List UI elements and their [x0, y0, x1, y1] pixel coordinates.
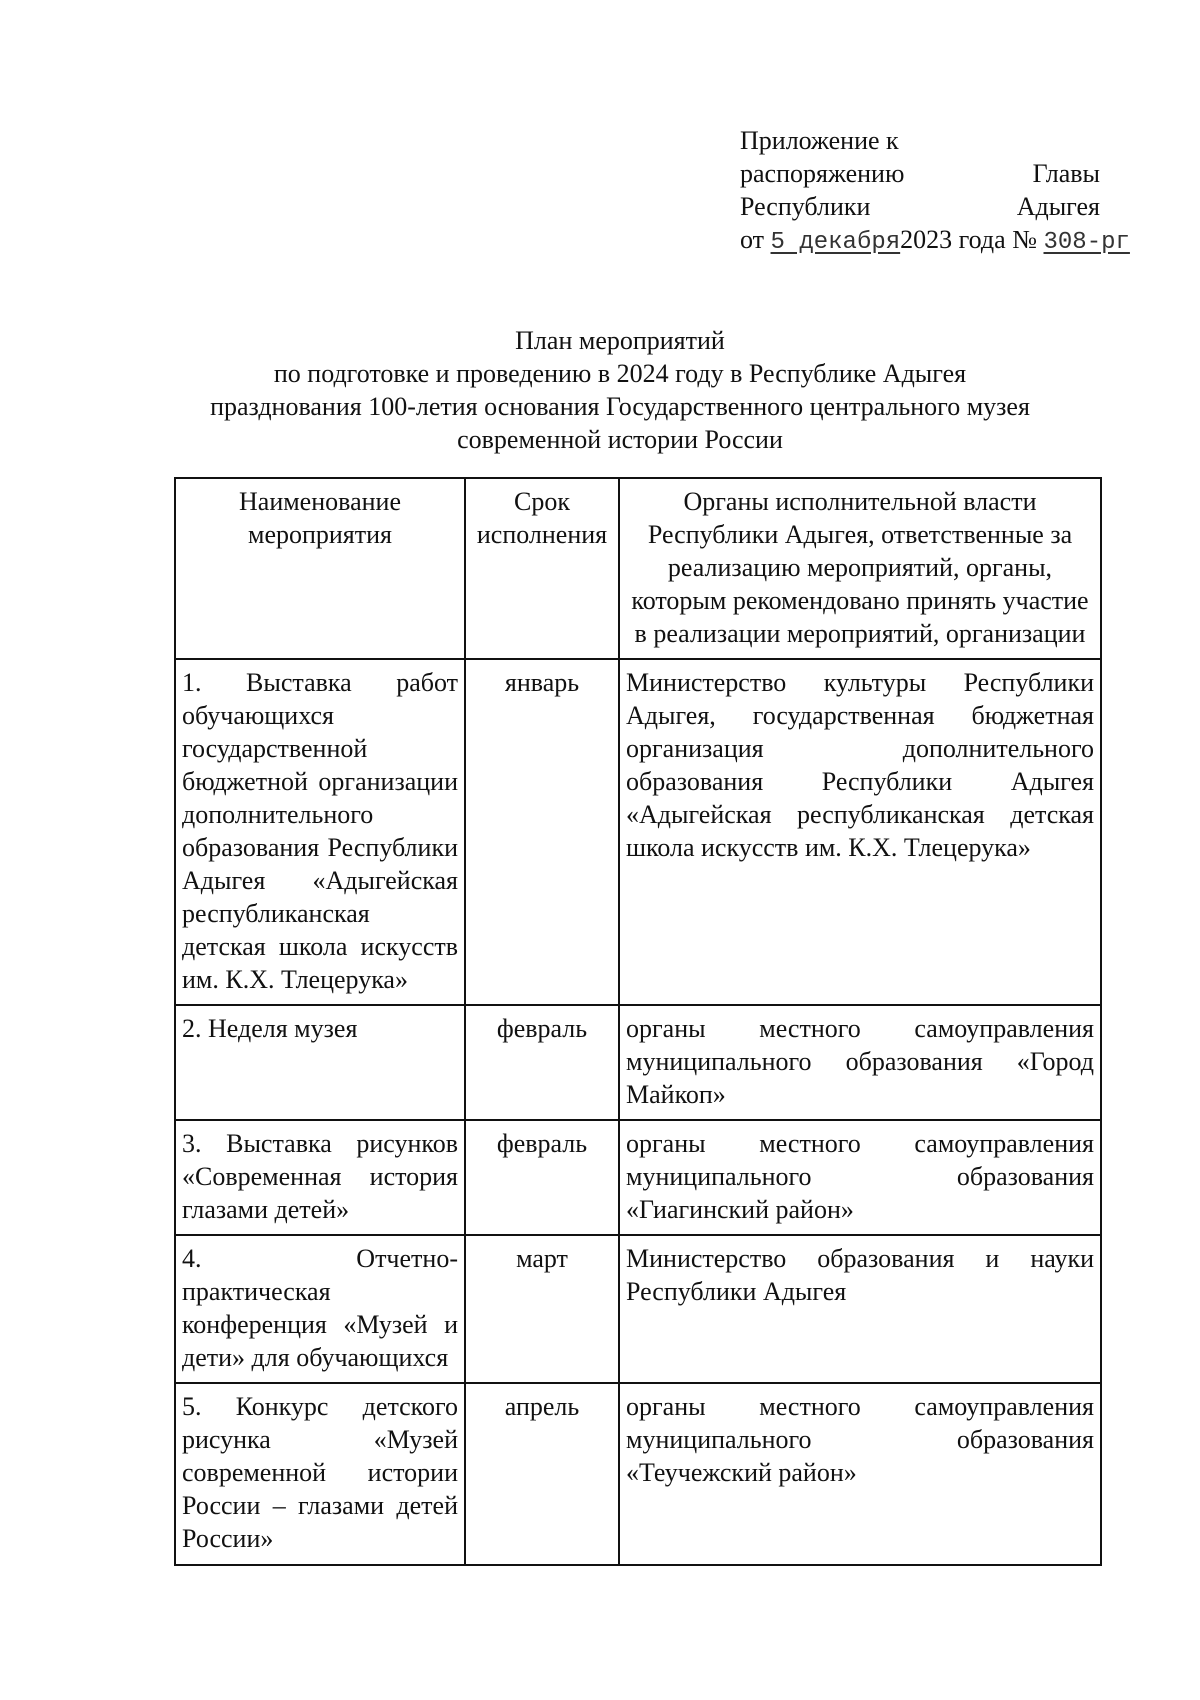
- table-row: [175, 659, 1101, 1005]
- appendix-line-2: [740, 157, 1100, 190]
- event-name-cell: 5. Конкурс детского рисунка «Музей современной истории России – глазами детей России»: [175, 1383, 465, 1565]
- appendix-line-3-right: Адыгея: [1016, 192, 1100, 221]
- event-term-cell: апрель: [465, 1383, 619, 1565]
- event-responsible-cell: органы местного самоуправления муниципального образования «Гиагинский район»: [619, 1120, 1101, 1235]
- table-row: [175, 1235, 1101, 1383]
- table-row: [175, 1120, 1101, 1235]
- table-header-row: [175, 478, 1101, 659]
- event-term-cell: март: [465, 1235, 619, 1383]
- title-line-1: План мероприятий: [515, 326, 725, 355]
- event-name-cell: 4. Отчетно-практическая конференция «Музей и дети» для обучающихся: [175, 1235, 465, 1383]
- order-number: 308-рг: [1043, 229, 1130, 256]
- appendix-line-3: [740, 190, 1100, 223]
- appendix-block: [740, 124, 1130, 259]
- event-responsible-cell: органы местного самоуправления муниципального образования «Город Майкоп»: [619, 1005, 1101, 1120]
- header-event-name: Наименование мероприятия: [175, 478, 465, 659]
- events-plan-table: [174, 477, 1102, 1566]
- event-responsible-cell: Министерство культуры Республики Адыгея, государственная бюджетная организация дополнительного образования Республики Адыгея «Адыгейская республиканская детская школа искусств им. К.Х. Тлецерука»: [619, 659, 1101, 1005]
- date-prefix: от: [740, 225, 765, 254]
- title-line-2: по подготовке и проведению в 2024 году в Республике Адыгея: [273, 359, 967, 388]
- title-line-4: современной истории России: [457, 425, 783, 454]
- date-year: 2023 года №: [900, 225, 1037, 254]
- header-term: Срок исполнения: [465, 478, 619, 659]
- title-line-3: празднования 100-летия основания Государственного центрального музея: [210, 392, 1030, 421]
- appendix-line-2-right: Главы: [1032, 159, 1100, 188]
- appendix-line-3-left: Республики: [740, 192, 871, 221]
- appendix-line-1: Приложение к: [740, 126, 899, 155]
- date-day-month: 5 декабря: [770, 229, 901, 256]
- event-term-cell: февраль: [465, 1120, 619, 1235]
- event-term-cell: февраль: [465, 1005, 619, 1120]
- event-name-cell: 3. Выставка рисунков «Современная история глазами детей»: [175, 1120, 465, 1235]
- event-responsible-cell: Министерство образования и науки Республики Адыгея: [619, 1235, 1101, 1383]
- event-term-cell: январь: [465, 659, 619, 1005]
- event-name-cell: 2. Неделя музея: [175, 1005, 465, 1120]
- event-responsible-cell: органы местного самоуправления муниципального образования «Теучежский район»: [619, 1383, 1101, 1565]
- event-name-cell: 1. Выставка работ обучающихся государственной бюджетной организации дополнительного образования Республики Адыгея «Адыгейская республиканская детская школа искусств им. К.Х. Тлецерука»: [175, 659, 465, 1005]
- table-row: [175, 1383, 1101, 1565]
- document-title: [140, 324, 1100, 456]
- appendix-line-2-left: распоряжению: [740, 159, 905, 188]
- header-responsible: Органы исполнительной власти Республики Адыгея, ответственные за реализацию мероприятий, органы, которым рекомендовано принять участие в реализации мероприятий, организации: [619, 478, 1101, 659]
- table-row: [175, 1005, 1101, 1120]
- appendix-date-line: [740, 223, 1130, 259]
